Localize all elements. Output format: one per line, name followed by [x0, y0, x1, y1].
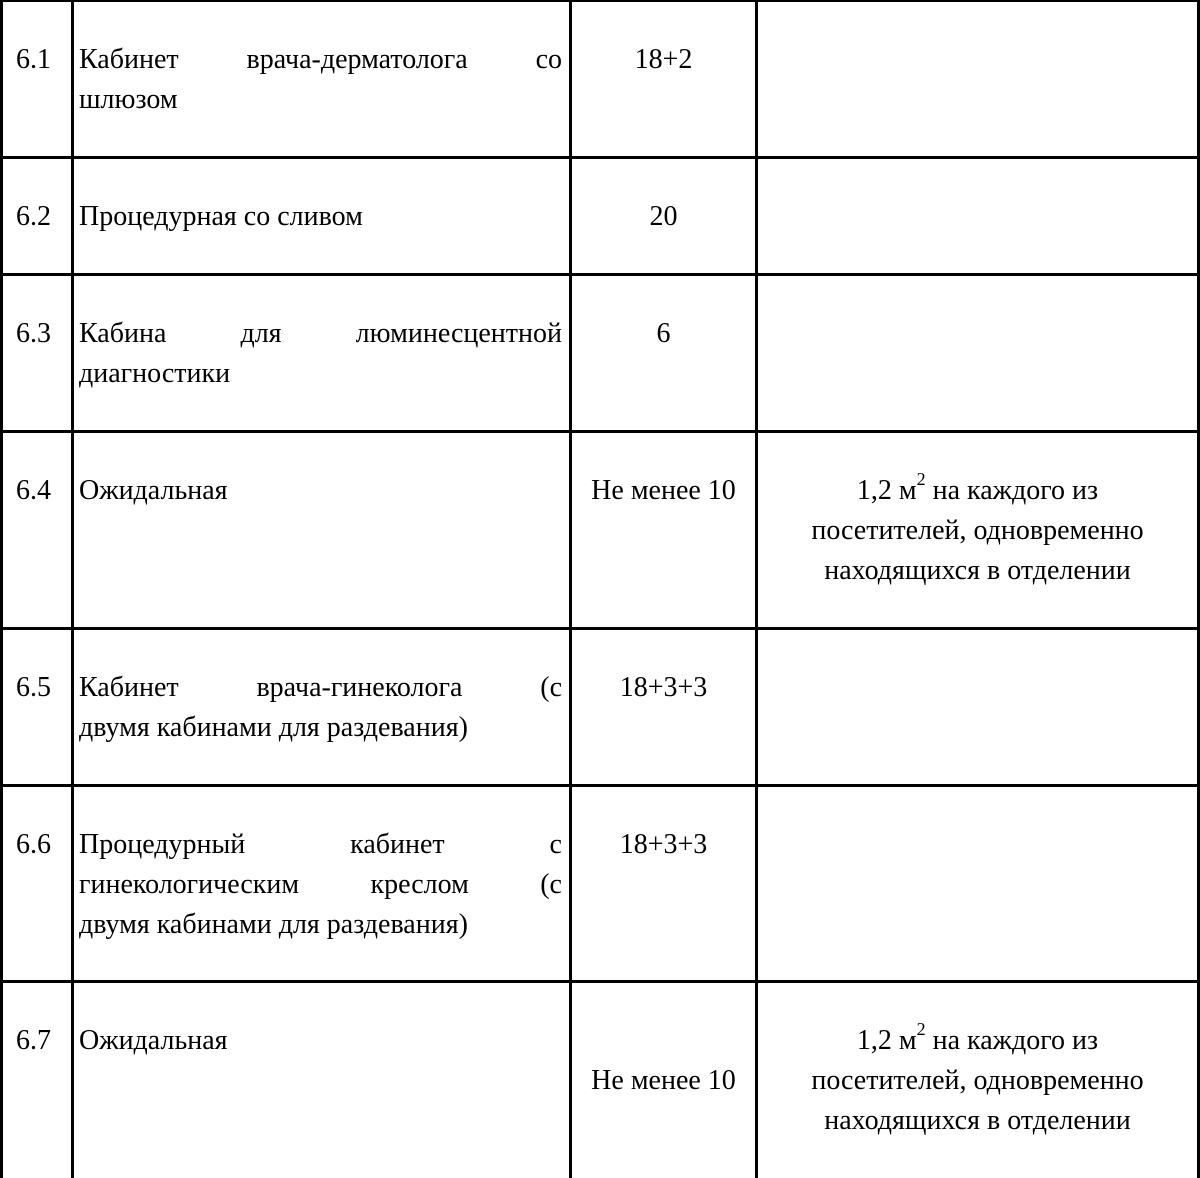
- room-area: 6: [656, 318, 671, 349]
- room-name-line: Процедурный кабинет с: [79, 829, 562, 860]
- room-name-line: Кабинет врача-дерматолога со: [79, 44, 562, 75]
- room-note-line: [758, 468, 1197, 511]
- room-name: [79, 471, 562, 511]
- room-name-line: двумя кабинами для раздевания): [79, 712, 468, 743]
- room-name-line: Кабинет врача-гинеколога (с: [79, 672, 562, 703]
- room-note-line: [758, 1018, 1197, 1061]
- room-name-line: шлюзом: [79, 84, 178, 115]
- note-suffix: на каждого из: [925, 1025, 1099, 1056]
- column-divider: [569, 2, 572, 1178]
- row-number: 6.5: [16, 672, 51, 703]
- room-note-line: посетителей, одновременно: [811, 1065, 1144, 1096]
- row-divider: [3, 980, 1197, 983]
- room-area: 18+3+3: [619, 672, 708, 703]
- row-number: 6.3: [16, 318, 51, 349]
- row-number: 6.2: [16, 201, 51, 232]
- row-divider: [3, 156, 1197, 159]
- room-note-line: посетителей, одновременно: [811, 515, 1144, 546]
- row-number: 6.7: [16, 1025, 51, 1056]
- row-divider: [3, 627, 1197, 630]
- room-name: [79, 314, 562, 394]
- room-name-line: двумя кабинами для раздевания): [79, 909, 468, 940]
- row-number: 6.6: [16, 829, 51, 860]
- room-name: [79, 197, 562, 237]
- room-area: Не менее 10: [591, 1065, 736, 1096]
- row-divider: [3, 273, 1197, 276]
- row-divider: [3, 430, 1197, 433]
- note-prefix: 1,2 м: [856, 1025, 917, 1056]
- row-divider: [3, 784, 1197, 787]
- note-superscript: 2: [916, 468, 926, 489]
- room-name-line: Ожидальная: [79, 1025, 228, 1056]
- room-note-line: находящихся в отделении: [824, 555, 1131, 586]
- room-area: 18+2: [634, 44, 693, 75]
- note-prefix: 1,2 м: [856, 475, 917, 506]
- room-area: 18+3+3: [619, 829, 708, 860]
- room-area: Не менее 10: [591, 475, 736, 506]
- room-name-line: Процедурная со сливом: [79, 201, 363, 232]
- column-divider: [71, 2, 74, 1178]
- row-number: 6.1: [16, 44, 51, 75]
- room-note-line: находящихся в отделении: [824, 1105, 1131, 1136]
- room-name-line: диагностики: [79, 358, 231, 389]
- room-note: [758, 1018, 1197, 1141]
- room-name: [79, 668, 562, 748]
- room-name: [79, 825, 562, 945]
- row-number: 6.4: [16, 475, 51, 506]
- note-suffix: на каждого из: [925, 475, 1099, 506]
- room-name: [79, 1021, 562, 1061]
- room-note: [758, 468, 1197, 591]
- room-name-line: гинекологическим креслом (с: [79, 869, 562, 900]
- room-name-line: Ожидальная: [79, 475, 228, 506]
- room-area: 20: [649, 201, 678, 232]
- room-name: [79, 40, 562, 120]
- room-name-line: Кабина для люминесцентной: [79, 318, 562, 349]
- note-superscript: 2: [916, 1018, 926, 1039]
